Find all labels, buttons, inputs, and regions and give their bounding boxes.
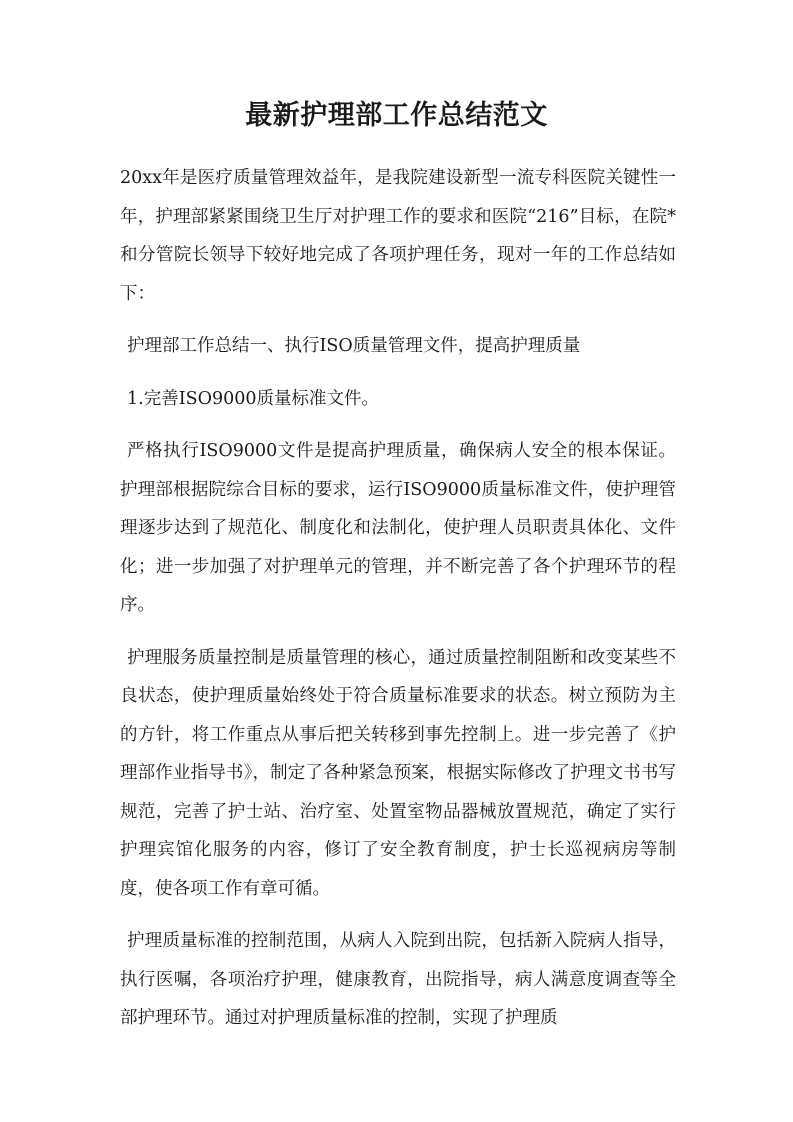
document-body (120, 159, 676, 1052)
body-paragraph: 护理服务质量控制是质量管理的核心，通过质量控制阻断和改变某些不良状态，使护理质量始终处于符合质量标准要求的状态。树立预防为主的方针，将工作重点从事后把关转移到事先控制上。进一步完善了《护理部作业指导书》，制定了各种紧急预案，根据实际修改了护理文书书写规范，完善了护士站、治疗室、处置室物品器械放置规范，确定了实行护理宾馆化服务的内容，修订了安全教育制度，护士长巡视病房等制度，使各项工作有章可循。 (120, 647, 676, 899)
body-paragraph: 严格执行ISO9000文件是提高护理质量，确保病人安全的根本保证。护理部根据院综合目标的要求，运行ISO9000质量标准文件，使护理管理逐步达到了规范化、制度化和法制化，使护理人员职责具体化、文件化；进一步加强了对护理单元的管理，并不断完善了各个护理环节的程序。 (120, 441, 676, 615)
section-heading: 护理部工作总结一、执行ISO质量管理文件，提高护理质量 (127, 336, 581, 356)
body-paragraph: 护理质量标准的控制范围，从病人入院到出院，包括新入院病人指导，执行医嘱，各项治疗护理，健康教育，出院指导，病人满意度调查等全部护理环节。通过对护理质量标准的控制，实现了护理质 (120, 931, 676, 1028)
subsection-heading: 1.完善ISO9000质量标准文件。 (127, 388, 379, 409)
document-title: 最新护理部工作总结范文 (245, 100, 548, 131)
intro-paragraph: 20xx年是医疗质量管理效益年，是我院建设新型一流专科医院关键性一年，护理部紧紧围绕卫生厅对护理工作的要求和医院“216”目标，在院*和分管院长领导下较好地完成了各项护理任务，现对一年的工作总结如下： (120, 168, 676, 304)
